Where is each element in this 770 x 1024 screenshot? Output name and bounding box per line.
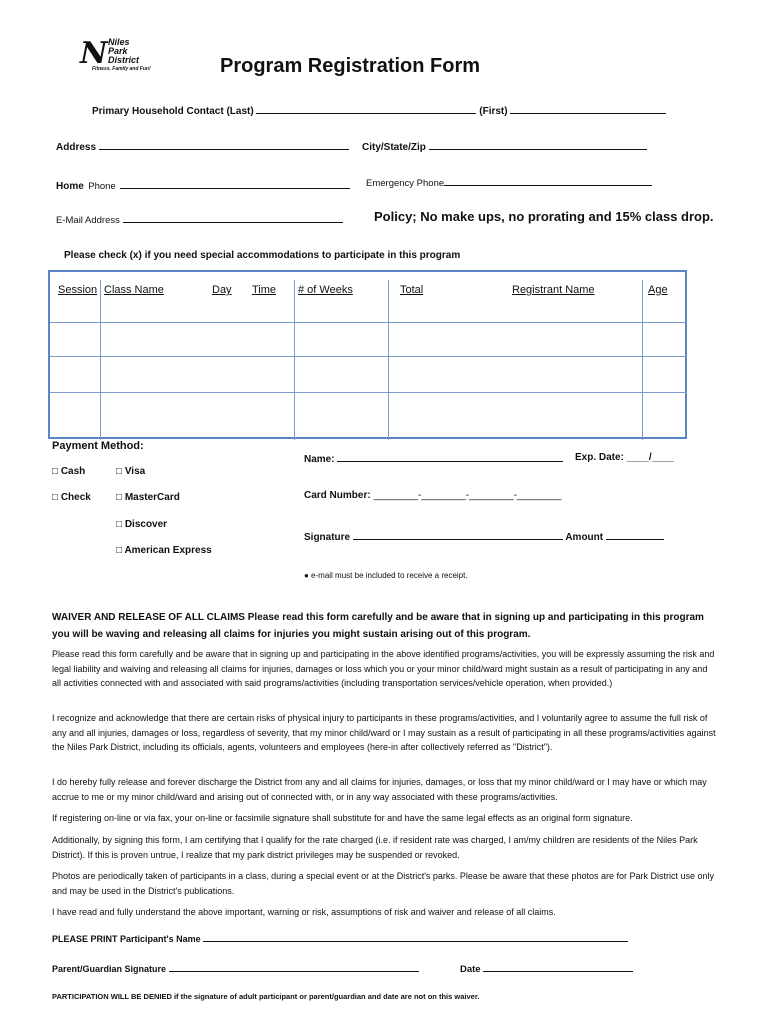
- participation-denied-note: PARTICIPATION WILL BE DENIED if the signature of adult participant or parent/guardian and date are not on this waiver.: [52, 992, 480, 1001]
- waiver-paragraph: Photos are periodically taken of participants in a class, during a special event or at the District's parks. Please be aware that these photos are for Park District use only and may be used in the District's publications.: [52, 871, 715, 896]
- email-field[interactable]: [123, 213, 343, 223]
- signature-row: [304, 530, 664, 543]
- policy-text: Policy; No make ups, no prorating and 15% class drop.: [374, 209, 714, 224]
- mastercard-option[interactable]: □ MasterCard: [116, 492, 180, 503]
- participant-name-row: [52, 932, 628, 944]
- city-label: City/State/Zip: [362, 142, 426, 153]
- header-age: Age: [648, 284, 668, 296]
- exp-date-field[interactable]: ____/____: [626, 452, 674, 463]
- email-row: [56, 213, 343, 226]
- emergency-row: [366, 176, 652, 189]
- page-title: Program Registration Form: [220, 55, 481, 77]
- header-weeks: # of Weeks: [298, 284, 353, 296]
- home-phone-field[interactable]: [120, 179, 350, 189]
- logo-mark: N: [80, 36, 105, 71]
- discover-option[interactable]: □ Discover: [116, 519, 168, 530]
- waiver-paragraph: I have read and fully understand the above important, warning or risk, assumptions of risk and waiver and release of all claims.: [52, 907, 556, 917]
- niles-park-district-logo: [80, 34, 160, 76]
- payment-method-label: Payment Method:: [52, 440, 144, 452]
- card-name-label: Name:: [304, 454, 335, 465]
- waiver-title-text: Please read this form carefully and be aware that in signing up and participating in this program you will be waving and releasing all claims for injuries you might sustain arising out of this program.: [52, 612, 704, 640]
- registration-table: [48, 270, 687, 439]
- signature-label: Signature: [304, 532, 351, 543]
- emergency-label: Emergency Phone: [366, 178, 445, 189]
- header-time: Time: [252, 284, 277, 296]
- card-number-row: [304, 490, 561, 501]
- home-phone-row: [56, 176, 350, 194]
- date-field[interactable]: [483, 962, 633, 972]
- card-name-field[interactable]: [337, 452, 563, 462]
- first-name-field[interactable]: [510, 104, 666, 114]
- row-divider: [50, 356, 687, 357]
- waiver-paragraph: I do hereby fully release and forever discharge the District from any and all claims for injuries, damages, or loss that my minor child/ward or I may have or which may accrue to me or my minor child/ward and arising out of connected with, or in any way associated with these programs/activities.: [52, 777, 707, 802]
- header-class-name: Class Name: [104, 284, 164, 296]
- column-divider: [294, 280, 295, 440]
- amex-option[interactable]: □ American Express: [116, 545, 212, 556]
- column-divider: [642, 280, 643, 440]
- date-label: Date: [460, 964, 481, 975]
- home-label: Home: [56, 181, 84, 192]
- waiver-paragraph: Additionally, by signing this form, I am certifying that I qualify for the rate charged (i.e. if resident rate was charged, I am/my children are residents of the Niles Park District). If this is proven untrue, I realize that my park district privileges may be suspended or revoked.: [52, 835, 698, 860]
- emergency-phone-field[interactable]: [444, 176, 652, 186]
- logo-tagline: Fitness, Family and Fun!: [92, 66, 151, 72]
- guardian-signature-label: Parent/Guardian Signature: [52, 964, 167, 974]
- date-row: [460, 962, 633, 975]
- address-field[interactable]: [99, 140, 349, 150]
- phone-label: Phone: [88, 181, 116, 192]
- card-name-row: [304, 452, 563, 465]
- header-total: Total: [400, 284, 424, 296]
- exp-date-row: [575, 452, 674, 463]
- first-name-label: (First): [479, 106, 508, 117]
- address-row: [56, 140, 349, 153]
- waiver-paragraph: I recognize and acknowledge that there are certain risks of physical injury to participants in these programs/activities, and I voluntarily agree to assume the full risk of any and all injuries, damages or loss, regardless of severity, that my minor child/ward or I may sustain as a result of participating in all these programs/activities against the Niles Park District, including its officials, agents, volunteers and employees (here-in after collectively referred as "District").: [52, 713, 716, 752]
- signature-field[interactable]: [353, 530, 563, 540]
- address-label: Address: [56, 142, 97, 153]
- email-label: E-Mail Address: [56, 215, 120, 226]
- card-number-field[interactable]: ________-________-________-________: [373, 490, 562, 501]
- primary-contact-label: Primary Household Contact (Last): [92, 106, 254, 117]
- waiver-title: WAIVER AND RELEASE OF ALL CLAIMS: [52, 612, 245, 623]
- email-receipt-note: ● e-mail must be included to receive a receipt.: [304, 571, 468, 580]
- primary-contact-row: [92, 104, 666, 117]
- guardian-signature-row: [52, 962, 419, 974]
- visa-option[interactable]: □ Visa: [116, 466, 146, 477]
- waiver-paragraph: Please read this form carefully and be aware that in signing up and participating in the above identified programs/activities, you will be expressly assuming the risk and legal liability and waiving and releasing all claims for injuries, damages or loss which you or your minor child/ward might sustain as a result of participating in any and all activities connected with and associated with said programs/activities (including transportation services/vehicle operation, when provided.): [52, 649, 715, 688]
- column-divider: [100, 280, 101, 440]
- amount-label: Amount: [565, 532, 604, 543]
- guardian-signature-field[interactable]: [169, 962, 419, 972]
- cash-option[interactable]: □ Cash: [52, 466, 86, 477]
- participant-name-label: PLEASE PRINT Participant's Name: [52, 934, 201, 944]
- header-registrant: Registrant Name: [512, 284, 595, 296]
- waiver-paragraph: If registering on-line or via fax, your on-line or facsimile signature shall substitute for and have the same legal effects as an original form signature.: [52, 813, 633, 823]
- header-session: Session: [58, 284, 98, 296]
- accommodations-note: Please check (x) if you need special accommodations to participate in this program: [64, 250, 461, 261]
- city-field[interactable]: [429, 140, 647, 150]
- city-row: [362, 140, 647, 153]
- participant-name-field[interactable]: [203, 932, 628, 942]
- logo-name: Niles Park District: [108, 37, 140, 65]
- card-number-label: Card Number:: [304, 490, 371, 501]
- column-divider: [388, 280, 389, 440]
- exp-date-label: Exp. Date:: [575, 452, 624, 463]
- last-name-field[interactable]: [256, 104, 476, 114]
- check-option[interactable]: □ Check: [52, 492, 91, 503]
- row-divider: [50, 322, 687, 323]
- amount-field[interactable]: [606, 530, 664, 540]
- row-divider: [50, 392, 687, 393]
- header-day: Day: [212, 284, 232, 296]
- waiver-heading: [52, 609, 722, 643]
